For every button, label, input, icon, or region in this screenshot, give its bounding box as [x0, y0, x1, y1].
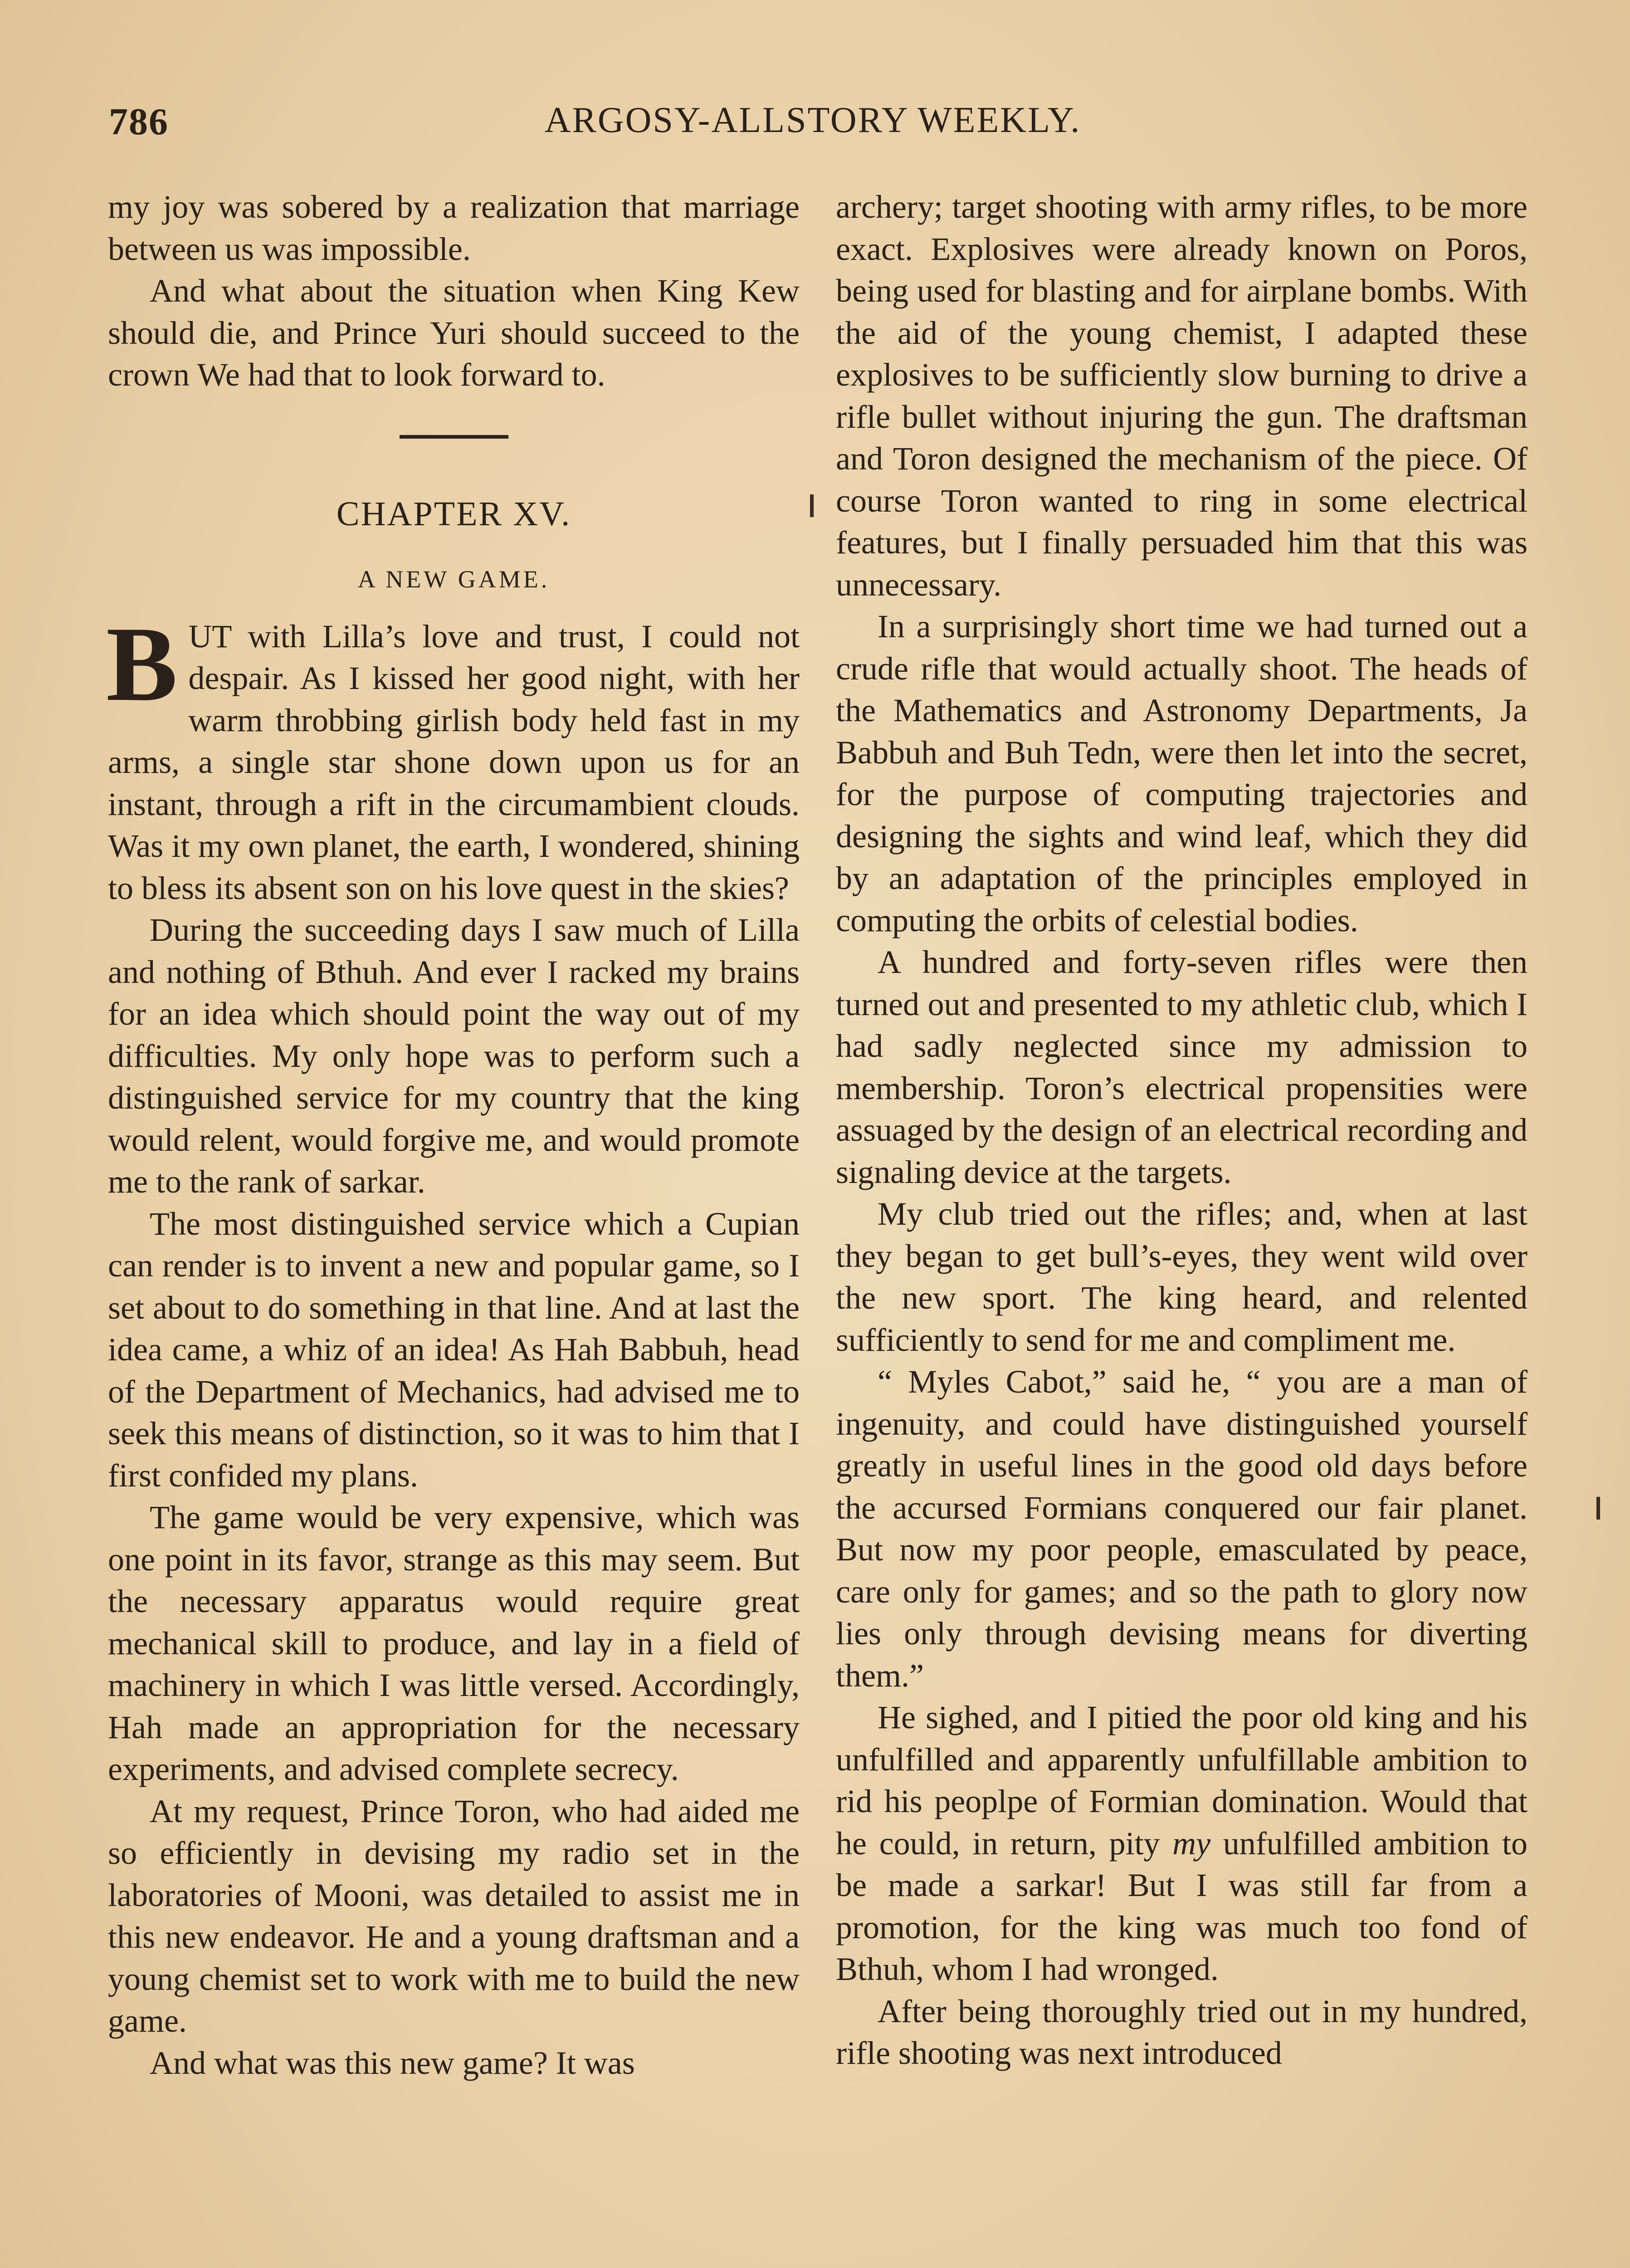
paragraph: archery; target shooting with army rifles, to be more exact. Explosives were already known on Poros, being used for blasting and for airplane bombs. With the aid of the young chemist, I adapted these explosives to be sufficiently slow burning to drive a rifle bullet without injuring the gun. The draftsman and Toron designed the mechanism of the piece. Of course Toron wanted to ring in some electrical features, but I finally persuaded him that this was unnecessary. [836, 189, 1528, 603]
page-number: 786 [109, 101, 169, 143]
paragraph: my joy was sobered by a realization that marriage between us was impossible. [108, 189, 800, 267]
chapter-subtitle: A NEW GAME. [357, 565, 550, 593]
paragraph: In a surprisingly short time we had turned out a crude rifle that would actually shoot. The heads of the Mathematics and Astronomy Departments, Ja Babbuh and Buh Tedn, were then let into the secret, for the purpose of computing trajectories and designing the sights and wind leaf, which they did by an adaptation of the principles employed in computing the orbits of celestial bodies. [836, 608, 1528, 938]
paragraph: At my request, Prince Toron, who had aided me so efficiently in devising my radio set in the laboratories of Mooni, was detailed to assist me in this new endeavor. He and a young draftsman and a young chemist set to work with me to build the new game. [108, 1793, 800, 2039]
chapter-heading: CHAPTER XV. [336, 494, 571, 533]
paragraph-text: He sighed, and I pitied the poor old king and his unfulfilled and apparently unfulfillable ambition to rid his peoplpe of Formian domination. Would that he could, in return, pity [836, 1699, 1528, 1862]
right-column [836, 186, 1528, 2074]
running-head [109, 100, 1517, 154]
paragraph: My club tried out the rifles; and, when at last they began to get bull’s-eyes, they went wild over the new sport. The king heard, and relented sufficiently to send for me and compliment me. [836, 1196, 1528, 1358]
paragraph: “ Myles Cabot,” said he, “ you are a man of ingenuity, and could have distinguished yourself greatly in useful lines in the good old days before the accursed Formians conquered our fair planet. But now my poor people, emasculated by peace, care only for games; and so the path to glory now lies only through devising means for diverting them.” [836, 1364, 1528, 1694]
paragraph [836, 1696, 1528, 1990]
paragraph: During the succeeding days I saw much of Lilla and nothing of Bthuh. And ever I racked my brains for an idea which should point the way out of my difficulties. My only hope was to perform such a distinguished service for my country that the king would relent, would forgive me, and would promote me to the rank of sarkar. [108, 912, 800, 1200]
paragraph: The most distinguished service which a Cupian can render is to invent a new and popular game, so I set about to do something in that line. And at last the idea came, a whiz of an idea! As Hah Babbuh, head of the Department of Mechanics, had advised me to seek this means of distinction, so it was to him that I first confided my plans. [108, 1205, 800, 1494]
journal-title: ARGOSY-ALLSTORY WEEKLY. [544, 100, 1081, 140]
paragraph: And what was this new game? It was [150, 2044, 635, 2081]
drop-cap: B [106, 605, 178, 723]
opening-paragraph [106, 605, 800, 909]
paragraph-text: UT with Lilla’s love and trust, I could not despair. As I kissed her good night, with her warm throbbing girlish body held fast in my arms, a single star shone down upon us for an instant, through a rift in the circumambient clouds. Was it my own planet, the earth, I wondered, shining to bless its absent son on his love quest in the skies? [108, 618, 800, 906]
paragraph-text: unfulfilled ambition to be made a sarkar! But I was still far from a promotion, for the king was much too fond of Bthuh, whom I had wronged. [836, 1825, 1528, 1987]
paragraph: The game would be very expensive, which was one point in its favor, strange as this may seem. But the necessary apparatus would require great mechanical skill to produce, and lay in a field of machinery in which I was little versed. Accordingly, Hah made an appropriation for the necessary experiments, and advised complete secrecy. [108, 1499, 800, 1787]
paragraph: After being thoroughly tried out in my hundred, rifle shooting was next introduced [836, 1993, 1528, 2071]
paragraph: And what about the situation when King Kew should die, and Prince Yuri should succeed to the crown We had that to look forward to. [108, 273, 800, 393]
stray-mark [810, 494, 814, 517]
paragraph: A hundred and forty-seven rifles were then turned out and presented to my athletic club, which I had sadly neglected since my admission to membership. Toron’s electrical propensities were assuaged by the design of an electrical recording and signaling device at the targets. [836, 944, 1528, 1190]
emphasis: my [1172, 1825, 1211, 1862]
section-divider [400, 435, 508, 439]
left-column [108, 186, 800, 2084]
stray-mark [1596, 1497, 1600, 1520]
